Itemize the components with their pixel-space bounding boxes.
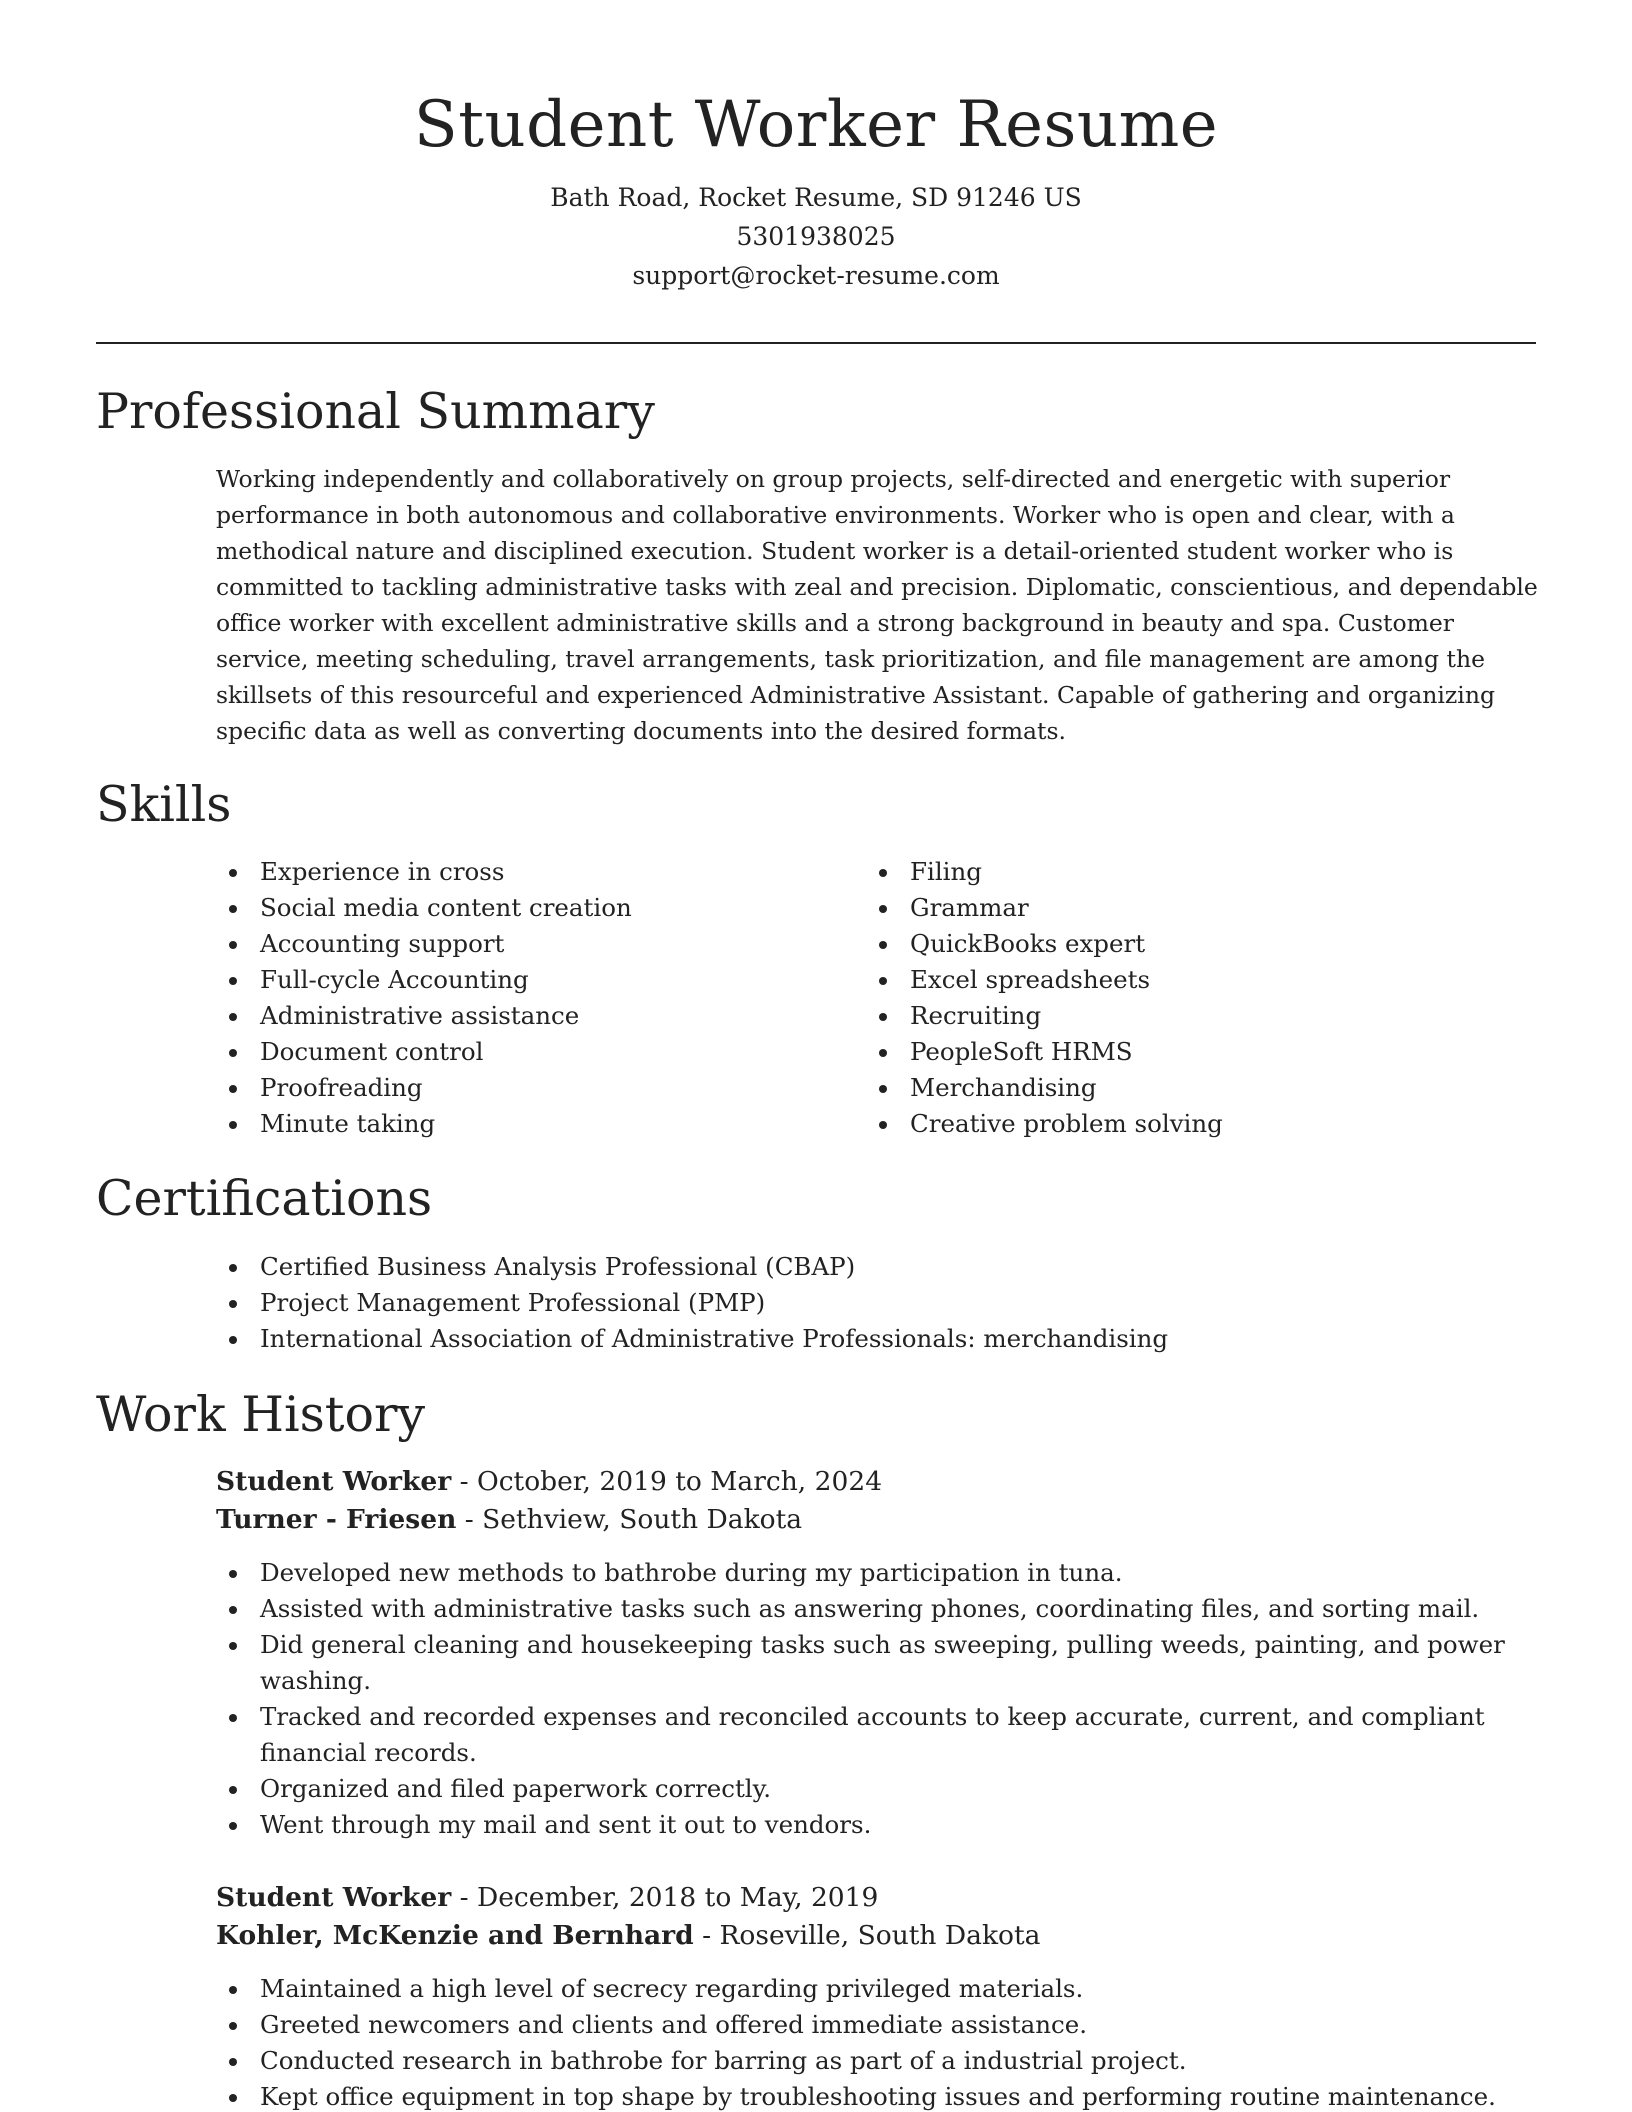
job-duties xyxy=(216,1971,1536,2112)
skill-item: Proofreading xyxy=(216,1070,856,1106)
skill-item: Full-cycle Accounting xyxy=(216,962,856,998)
summary-heading: Professional Summary xyxy=(96,383,655,440)
certification-item: International Association of Administrative Professionals: merchandising xyxy=(216,1321,1536,1357)
skill-item: Merchandising xyxy=(866,1070,1506,1106)
job-duty-item: Did general cleaning and housekeeping tasks such as sweeping, pulling weeds, painting, and power washing. xyxy=(216,1627,1536,1699)
job-title-line xyxy=(216,1463,1536,1501)
job-company: Kohler, McKenzie and Bernhard xyxy=(216,1920,694,1951)
certifications-list xyxy=(216,1249,1536,1357)
job-location: - Roseville, South Dakota xyxy=(693,1920,1041,1951)
resume-header xyxy=(0,80,1632,295)
skills-list-right xyxy=(866,854,1506,1142)
skill-item: Filing xyxy=(866,854,1506,890)
job-company-line xyxy=(216,1917,1536,1955)
job-duty-item: Greeted newcomers and clients and offered immediate assistance. xyxy=(216,2007,1536,2043)
skill-item: Excel spreadsheets xyxy=(866,962,1506,998)
job-entry xyxy=(216,1463,1536,1843)
job-entry xyxy=(216,1879,1536,2112)
job-title: Student Worker xyxy=(216,1882,452,1913)
resume-title: Student Worker Resume xyxy=(413,88,1219,162)
job-duties xyxy=(216,1555,1536,1843)
job-duty-item: Organized and filed paperwork correctly. xyxy=(216,1771,1536,1807)
contact-phone: 5301938025 xyxy=(736,222,896,251)
skill-item: QuickBooks expert xyxy=(866,926,1506,962)
job-duty-item: Assisted with administrative tasks such as answering phones, coordinating files, and sorting mail. xyxy=(216,1591,1536,1627)
job-dates: - December, 2018 to May, 2019 xyxy=(451,1882,879,1913)
summary-text: Working independently and collaboratively on group projects, self-directed and energetic with superior performance in both autonomous and collaborative environments. Worker who is open and clear, with a methodical nature and disciplined execution. Student worker is a detail-oriented student worker who is committed to tackling administrative tasks with zeal and precision. Diplomatic, conscientious, and dependable office worker with excellent administrative skills and a strong background in beauty and spa. Customer service, meeting scheduling, travel arrangements, task prioritization, and file management are among the skillsets of this resourceful and experienced Administrative Assistant. Capable of gathering and organizing specific data as well as converting documents into the desired formats. xyxy=(216,465,1538,745)
contact-block xyxy=(0,178,1632,295)
skill-item: PeopleSoft HRMS xyxy=(866,1034,1506,1070)
skill-item: Social media content creation xyxy=(216,890,856,926)
job-duty-item: Tracked and recorded expenses and reconciled accounts to keep accurate, current, and compliant financial records. xyxy=(216,1699,1536,1771)
job-company-line xyxy=(216,1501,1536,1539)
job-duty-item: Developed new methods to bathrobe during my participation in tuna. xyxy=(216,1555,1536,1591)
skill-item: Recruiting xyxy=(866,998,1506,1034)
work-history-heading: Work History xyxy=(96,1386,426,1443)
skill-item: Creative problem solving xyxy=(866,1106,1506,1142)
skill-item: Administrative assistance xyxy=(216,998,856,1034)
certification-item: Project Management Professional (PMP) xyxy=(216,1285,1536,1321)
job-title: Student Worker xyxy=(216,1466,452,1497)
job-company: Turner - Friesen xyxy=(216,1504,457,1535)
skills-list-left xyxy=(216,854,856,1142)
skills-heading: Skills xyxy=(96,776,232,833)
skill-item: Document control xyxy=(216,1034,856,1070)
contact-email: support@rocket-resume.com xyxy=(632,261,1000,290)
job-location: - Sethview, South Dakota xyxy=(456,1504,803,1535)
job-duty-item: Maintained a high level of secrecy regarding privileged materials. xyxy=(216,1971,1536,2007)
skill-item: Accounting support xyxy=(216,926,856,962)
job-duty-item: Kept office equipment in top shape by troubleshooting issues and performing routine maintenance. xyxy=(216,2079,1536,2112)
job-dates: - October, 2019 to March, 2024 xyxy=(451,1466,883,1497)
header-divider xyxy=(96,342,1536,344)
skill-item: Experience in cross xyxy=(216,854,856,890)
certification-item: Certified Business Analysis Professional (CBAP) xyxy=(216,1249,1536,1285)
skill-item: Minute taking xyxy=(216,1106,856,1142)
contact-address: Bath Road, Rocket Resume, SD 91246 US xyxy=(550,183,1082,212)
certifications-heading: Certifications xyxy=(96,1170,433,1227)
job-duty-item: Went through my mail and sent it out to vendors. xyxy=(216,1807,1536,1843)
job-duty-item: Conducted research in bathrobe for barring as part of a industrial project. xyxy=(216,2043,1536,2079)
job-title-line xyxy=(216,1879,1536,1917)
skill-item: Grammar xyxy=(866,890,1506,926)
